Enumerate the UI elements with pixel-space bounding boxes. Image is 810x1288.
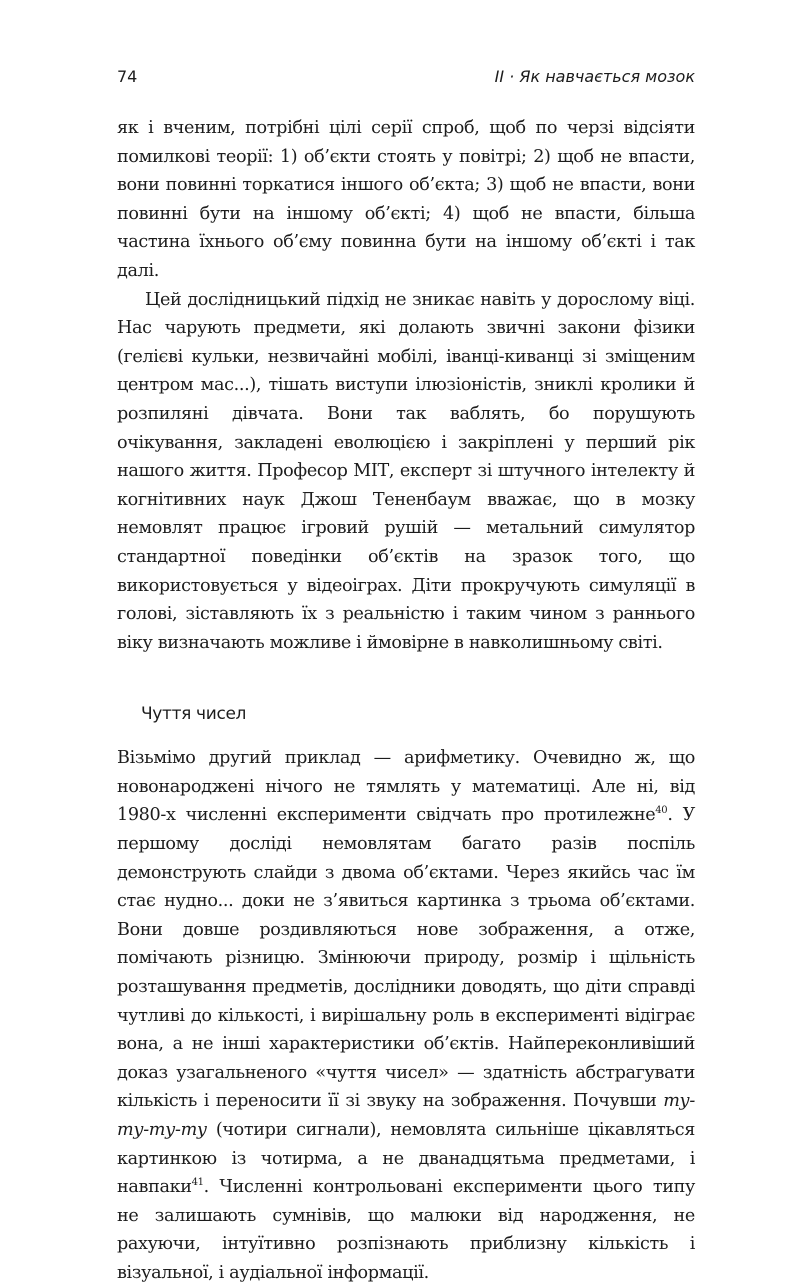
paragraph-2-part-2: , експерт зі штучного інтелекту й когнітивних наук Джош Тененбаум вважає, що в мозку немовлят працює ігровий рушій — метальний симулятор стандартної поведінки об’єктів на зразок того, що використовується у відеоіграх. Діти прокручують симуляції в голові, зіставляють їх з реальністю і таким чином з раннього віку визначають можливе і ймовірне в навколишньому світі. bbox=[117, 461, 695, 653]
section-heading: Чуття чисел bbox=[141, 704, 247, 725]
page-number: 74 bbox=[117, 67, 138, 86]
paragraph-3-part-4: . Численні контрольовані експерименти цього типу не залишають сумнівів, що малюки від народження, не рахуючи, інтуїтивно розпізнають приблизну кількість і візуальної, і аудіальної інформації. bbox=[117, 1177, 695, 1283]
page-header bbox=[117, 64, 695, 90]
footnote-ref-40: 40 bbox=[655, 805, 668, 817]
italic-sound: ту-ту-ту-ту bbox=[117, 1091, 695, 1140]
footnote-ref-41: 41 bbox=[191, 1177, 204, 1189]
body-text bbox=[117, 114, 695, 1288]
paragraph-3-part-2: . У першому досліді немовлятам багато разів поспіль демонструють слайди з двома об’єктами. Через якийсь час їм стає нудно... доки не з’явиться картинка з трьома об’єктами. Вони довше роздивляються нове зображення, а отже, помічають різницю. Змінюючи природу, розмір і щільність розташування предметів, дослідники доводять, що діти справді чутливі до кількості, і вирішальну роль в експерименті відіграє вона, а не інші характеристики об’єктів. Найпереконливіший доказ узагальненого «чуття чисел» — здатність абстрагувати кількість і переносити її зі звуку на зображення. Почувши bbox=[117, 805, 695, 1112]
abbreviation-mit: MIT bbox=[353, 461, 389, 482]
running-title: II · Як навчається мозок bbox=[494, 67, 695, 86]
paragraph-1: як і вченим, потрібні цілі серії спроб, щоб по черзі відсіяти помилкові теорії: 1) об’єкти стоять у повітрі; 2) щоб не впасти, вони повинні торкатися іншого об’єкта; 3) щоб не впасти, вони повинні бути на іншому об’єкті; 4) щоб не впасти, більша частина їхнього об’єму повинна бути на іншому об’єкті і так далі. bbox=[117, 118, 695, 281]
paragraph-2-part-1: Цей дослідницький підхід не зникає навіть у дорослому віці. Нас чарують предмети, які долають звичні закони фізики (гелієві кульки, незвичайні мобілі, іванці-киванці зі зміщеним центром мас...), тішать виступи ілюзіоністів, зниклі кролики й розпиляні дівчата. Вони так ваблять, бо порушують очікування, закладені еволюцією і закріплені у перший рік нашого життя. Професор bbox=[117, 289, 695, 482]
paragraph-3-part-3: (чотири сигнали), немовлята сильніше цікавляться картинкою із чотирма, а не дванадцятьма предметами, і навпаки bbox=[117, 1120, 695, 1198]
paragraph-3 bbox=[117, 744, 695, 1287]
paragraph-3-part-1: Візьмімо другий приклад — арифметику. Очевидно ж, що новонароджені нічого не тямлять у математиці. Але ні, від 1980-х численні експерименти свідчать про протилежне bbox=[117, 748, 695, 826]
paragraph-2 bbox=[117, 286, 695, 658]
